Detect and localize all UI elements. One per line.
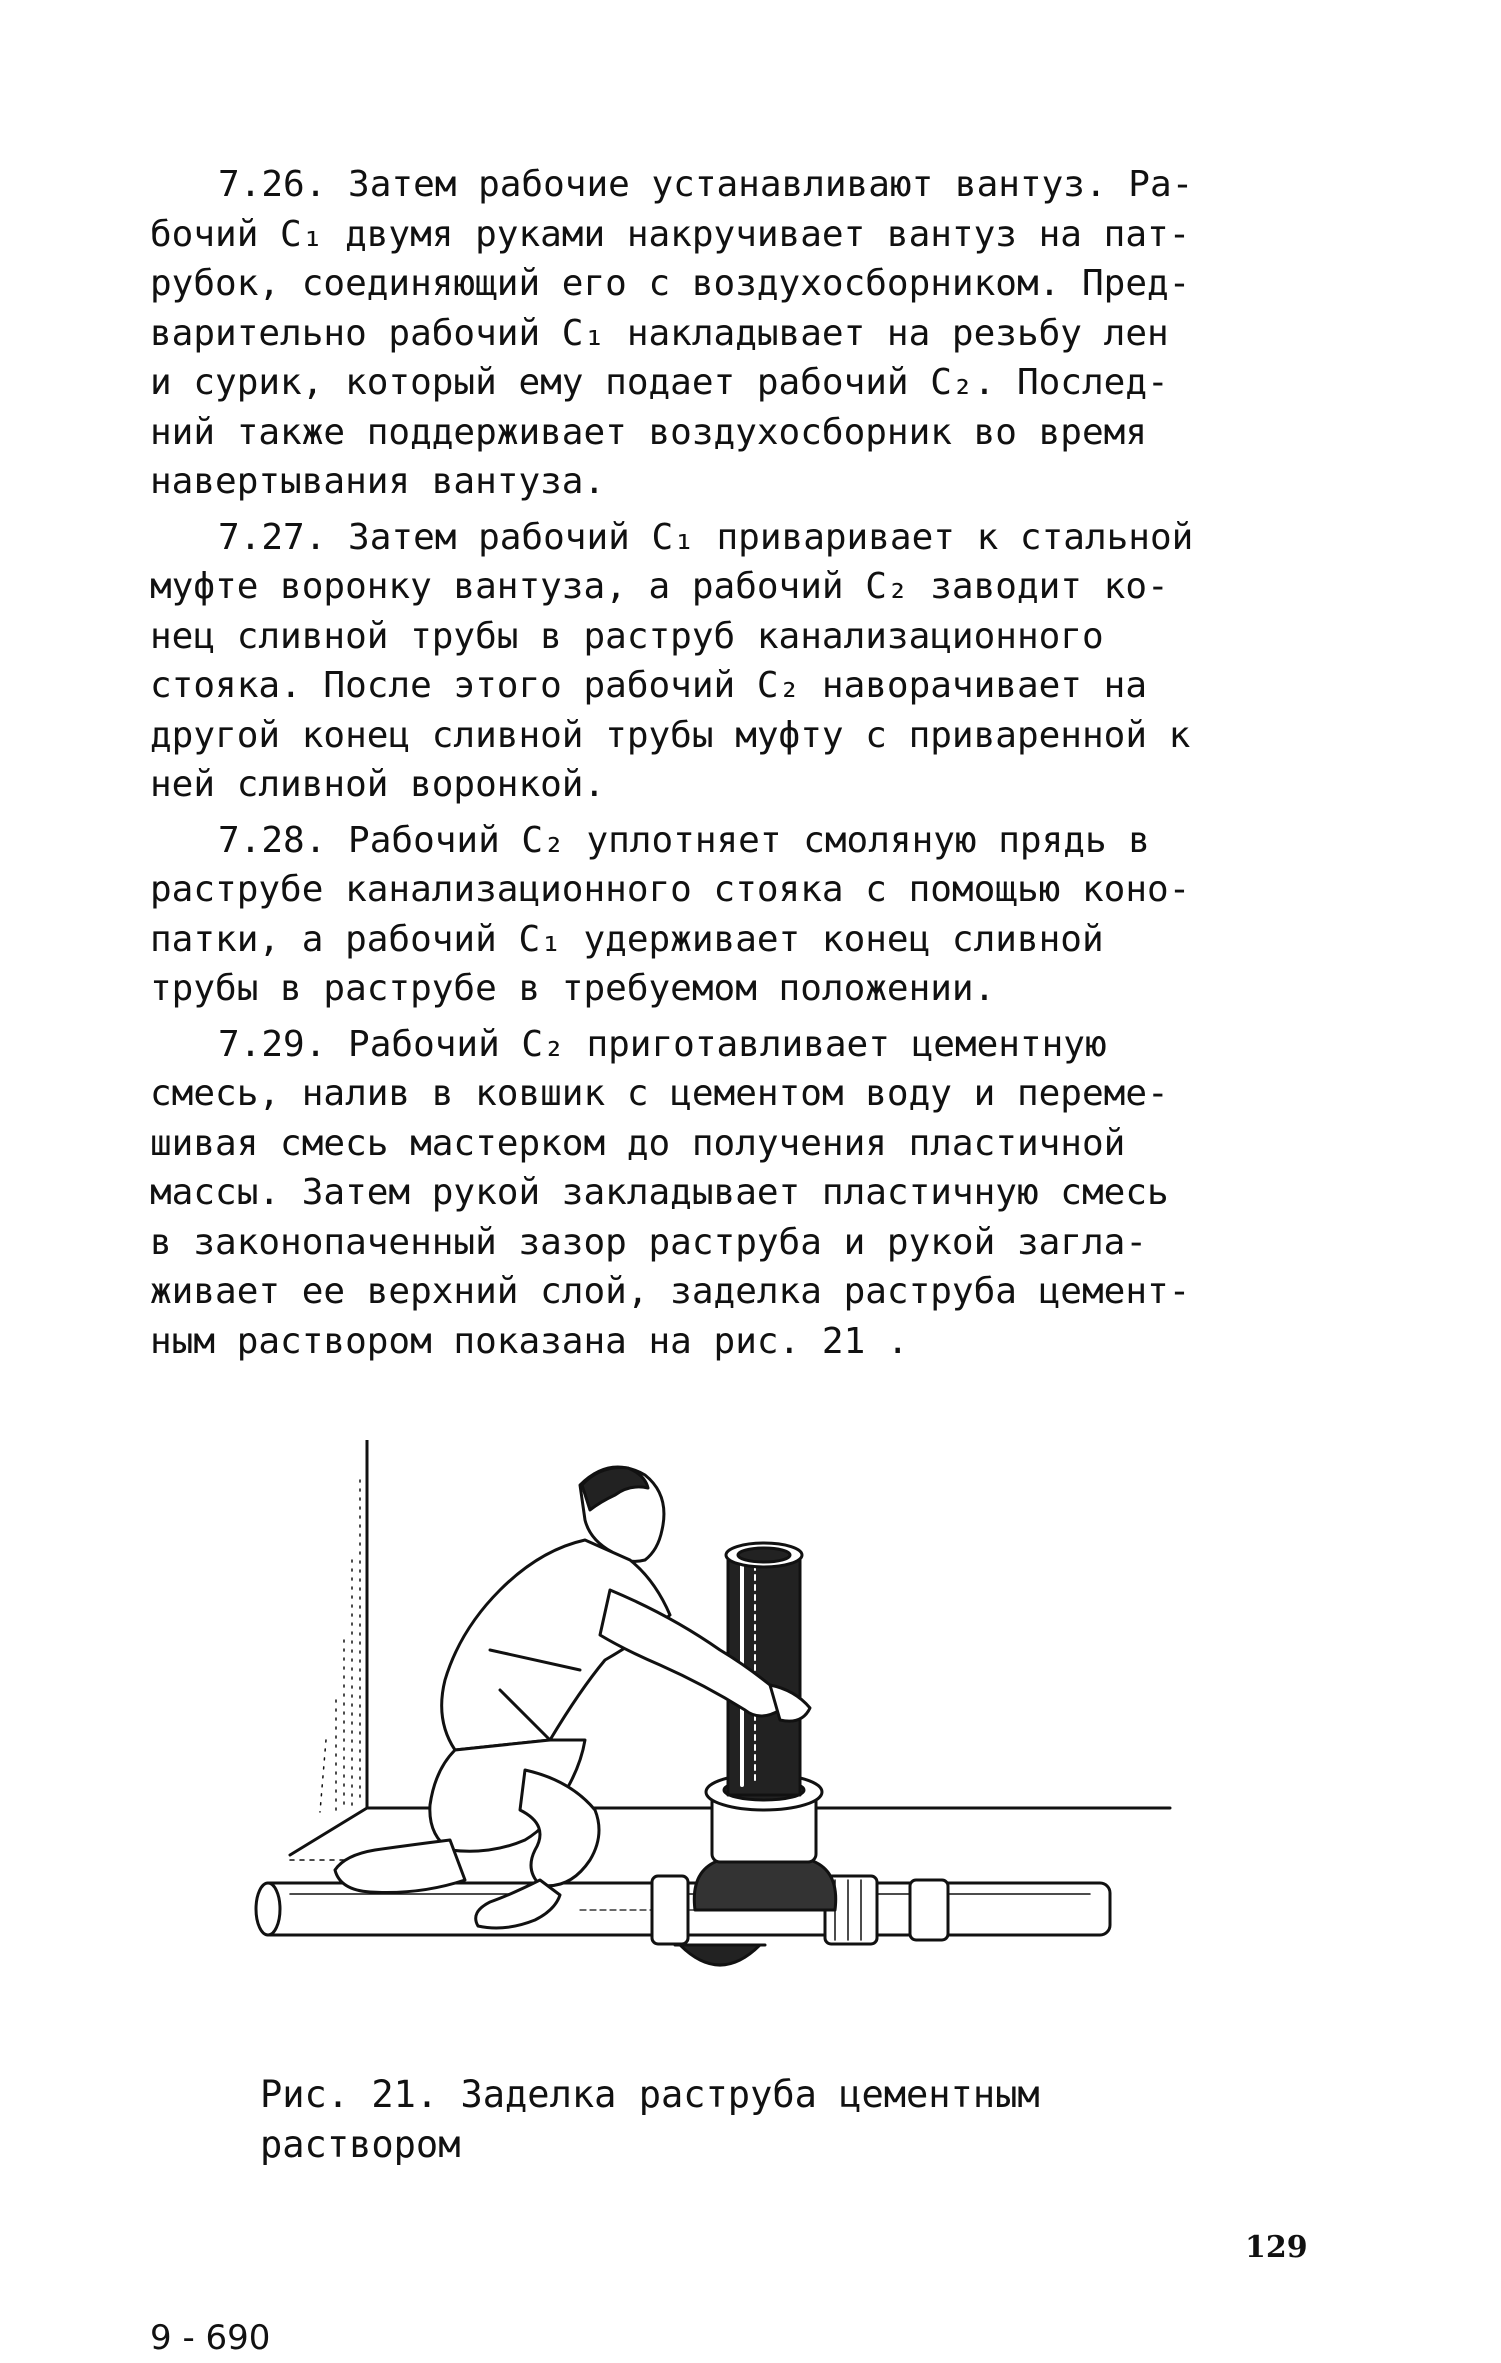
caption-line: Рис. 21. Заделка раструба цементным <box>260 2073 1040 2116</box>
caption-line: раствором <box>260 2123 461 2166</box>
text-line: нец сливной трубы в раструб канализационного <box>150 615 1104 657</box>
text-line: смесь, налив в ковшик с цементом воду и переме- <box>150 1073 1169 1114</box>
cement-bowl <box>675 1945 765 1965</box>
text-line: 7.28. Рабочий С₂ уплотняет смоляную прядь в <box>218 819 1150 861</box>
text-line: шивая смесь мастерком до получения пластичной <box>150 1122 1126 1164</box>
text-line: и сурик, который ему подает рабочий С₂. Послед- <box>150 362 1169 403</box>
figure-caption <box>260 2070 1260 2170</box>
paragraph-7-27 <box>150 513 1350 810</box>
text-line: навертывания вантуза. <box>150 461 606 502</box>
text-line: трубы в раструбе в требуемом положении. <box>150 968 996 1009</box>
text-line: стояка. После этого рабочий С₂ наворачивает на <box>150 665 1147 706</box>
printer-signature: 9 - 690 <box>150 2318 271 2358</box>
body-text <box>150 160 1350 1372</box>
text-line: варительно рабочий С₁ накладывает на резьбу лен <box>150 312 1169 354</box>
text-line: 7.26. Затем рабочие устанавливают вантуз. Ра- <box>218 164 1194 205</box>
text-line: рубок, соединяющий его с воздухосборником. Пред- <box>150 263 1191 304</box>
text-line: ней сливной воронкой. <box>150 764 606 805</box>
text-line: патки, а рабочий С₁ удерживает конец сливной <box>150 918 1104 960</box>
text-line: раструбе канализационного стояка с помощью коно- <box>150 869 1191 910</box>
text-line: другой конец сливной трубы муфту с приваренной к <box>150 714 1191 756</box>
text-line: живает ее верхний слой, заделка раструба цемент- <box>150 1271 1191 1312</box>
text-line: 7.27. Затем рабочий С₁ приваривает к стальной <box>218 516 1194 558</box>
page-number: 129 <box>1245 2230 1308 2265</box>
wall-shading <box>320 1480 360 1812</box>
paragraph-7-26 <box>150 160 1350 507</box>
paragraph-7-28 <box>150 816 1350 1014</box>
text-line: в законопаченный зазор раструба и рукой загла- <box>150 1221 1147 1263</box>
floor-corner <box>290 1808 367 1855</box>
text-line: ний также поддерживает воздухосборник во время <box>150 411 1147 453</box>
paragraph-7-29 <box>150 1020 1350 1367</box>
figure-21-illustration <box>250 1440 1190 2000</box>
text-line: массы. Затем рукой закладывает пластичную смесь <box>150 1172 1169 1213</box>
text-line: бочий С₁ двумя руками накручивает вантуз на пат- <box>150 213 1191 255</box>
text-line: ным раствором показана на рис. 21 . <box>150 1320 909 1362</box>
text-line: 7.29. Рабочий С₂ приготавливает цементную <box>218 1023 1107 1065</box>
worker-sealing-socket-illustration <box>250 1440 1190 2000</box>
text-line: муфте воронку вантуза, а рабочий С₂ заводит ко- <box>150 566 1169 607</box>
